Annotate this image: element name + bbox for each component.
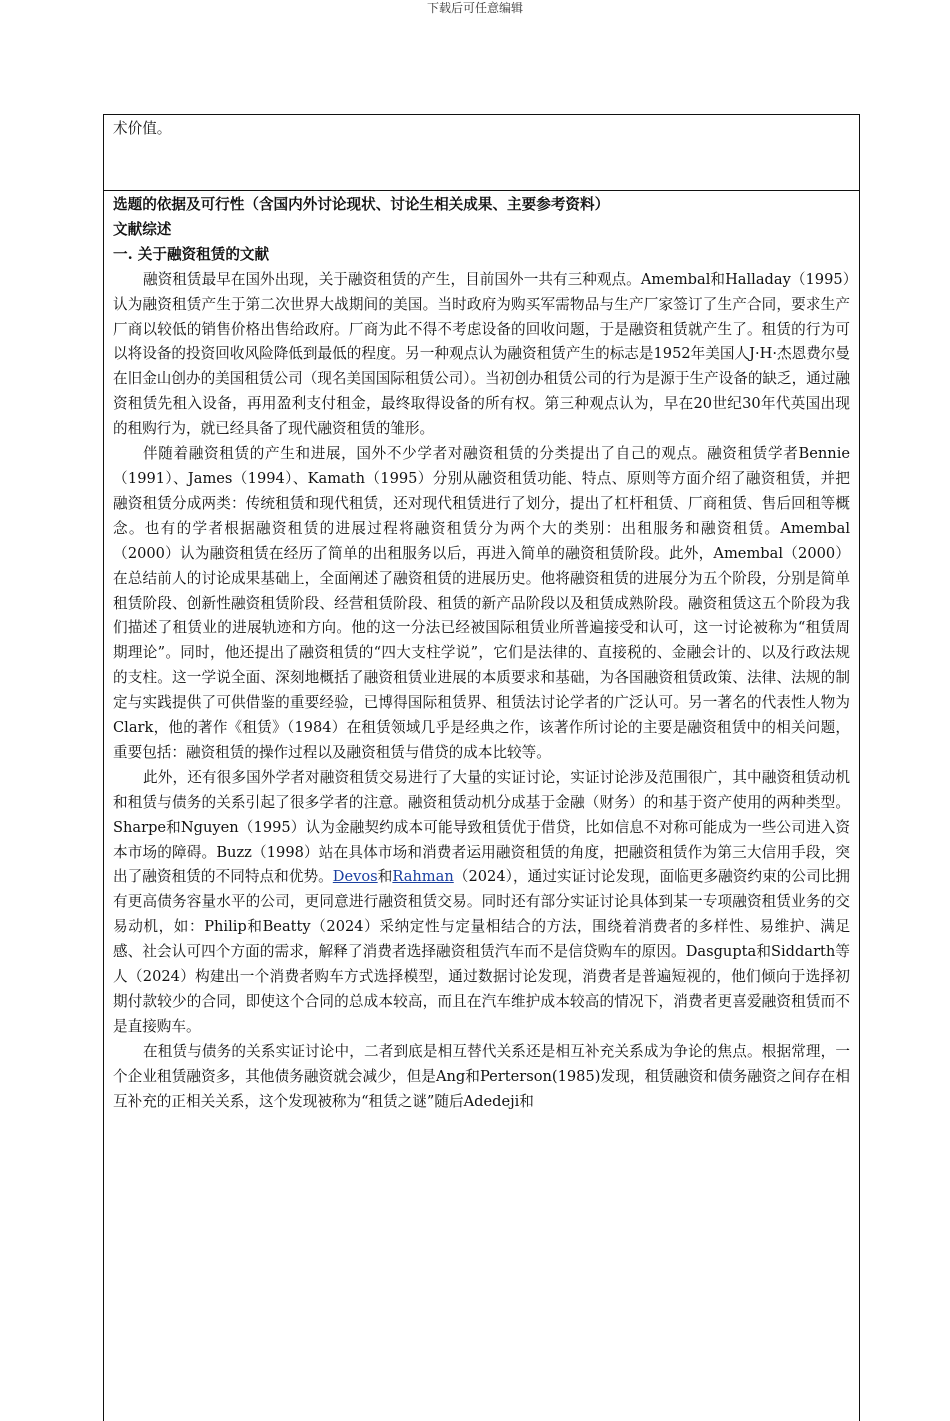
paragraph-4: 在租赁与债务的关系实证讨论中，二者到底是相互替代关系还是相互补充关系成为争论的焦点。根据常理，一个企业租赁融资多，其他债务融资就会减少，但是Ang和Perterson(1985)发现，租赁融资和债务融资之间存在相互补充的正相关关系，这个发现被称为“租赁之谜”随后Adedeji和	[113, 1042, 850, 1110]
link-devos[interactable]: Devos	[332, 868, 378, 886]
heading-1: 一. 关于融资租赁的文献	[113, 245, 270, 263]
subtitle: 文献综述	[113, 220, 172, 238]
link-rahman[interactable]: Rahman	[392, 868, 454, 886]
previous-cell	[104, 115, 859, 191]
previous-cell-text: 术价值。	[113, 120, 172, 137]
paragraph-3-and: 和	[377, 868, 393, 886]
document-table	[103, 114, 860, 1421]
main-cell	[104, 191, 859, 1421]
paragraph-1: 融资租赁最早在国外出现，关于融资租赁的产生，目前国外一共有三种观点。Amembal和Halladay（1995）认为融资租赁产生于第二次世界大战期间的美国。当时政府为购买军需物品与生产厂家签订了生产合同，要求生产厂商以较低的销售价格出售给政府。厂商为此不得不考虑设备的回收问题，于是融资租赁就产生了。租赁的行为可以将设备的投资回收风险降低到最低的程度。另一种观点认为融资租赁产生的标志是1952年美国人J·H·杰恩费尔曼在旧金山创办的美国租赁公司（现名美国国际租赁公司）。当初创办租赁公司的行为是源于生产设备的缺乏，通过融资租赁先租入设备，再用盈利支付租金，最终取得设备的所有权。第三种观点认为，早在20世纪30年代英国出现的租购行为，就已经具备了现代融资租赁的雏形。	[113, 270, 850, 438]
paragraph-2: 伴随着融资租赁的产生和进展，国外不少学者对融资租赁的分类提出了自己的观点。融资租赁学者Bennie（1991）、James（1994）、Kamath（1995）分别从融资租赁功能、特点、原则等方面介绍了融资租赁，并把融资租赁分成两类：传统租赁和现代租赁，还对现代租赁进行了划分，提出了杠杆租赁、厂商租赁、售后回租等概念。也有的学者根据融资租赁的进展过程将融资租赁分为两个大的类别：出租服务和融资租赁。Amembal（2000）认为融资租赁在经历了简单的出租服务以后，再进入简单的融资租赁阶段。此外，Amembal（2000）在总结前人的讨论成果基础上，全面阐述了融资租赁的进展历史。他将融资租赁的进展分为五个阶段，分别是简单租赁阶段、创新性融资租赁阶段、经营租赁阶段、租赁的新产品阶段以及租赁成熟阶段。融资租赁这五个阶段为我们描述了租赁业的进展轨迹和方向。他的这一分法已经被国际租赁业所普遍接受和认可，这一讨论被称为“租赁周期理论”。同时，他还提出了融资租赁的“四大支柱学说”，它们是法律的、直接税的、金融会计的、以及行政法规的支柱。这一学说全面、深刻地概括了融资租赁业进展的本质要求和基础，为各国融资租赁政策、法律、法规的制定与实践提供了可供借鉴的重要经验，已博得国际租赁界、租赁法讨论学者的广泛认可。另一著名的代表性人物为Clark，他的著作《租赁》（1984）在租赁领域几乎是经典之作，该著作所讨论的主要是融资租赁中的相关问题，重要包括：融资租赁的操作过程以及融资租赁与借贷的成本比较等。	[113, 445, 850, 761]
section-title: 选题的依据及可行性（含国内外讨论现状、讨论生相关成果、主要参考资料）	[113, 196, 610, 213]
page-header: 下载后可任意编辑	[426, 1, 523, 15]
paragraph-3	[113, 766, 850, 1040]
paragraph-3-part2: （2024），通过实证讨论发现，面临更多融资约束的公司比拥有更高债务容量水平的公司，更同意进行融资租赁交易。同时还有部分实证讨论具体到某一专项融资租赁业务的交易动机，如：Philip和Beatty（2024）采纳定性与定量相结合的方法，围绕着消费者的多样性、易维护、满足感、社会认可四个方面的需求，解释了消费者选择融资租赁汽车而不是信贷购车的原因。Dasgupta和Siddarth等人（2024）构建出一个消费者购车方式选择模型，通过数据讨论发现，消费者是普遍短视的，他们倾向于选择初期付款较少的合同，即使这个合同的总成本较高，而且在汽车维护成本较高的情况下，消费者更喜爱融资租赁而不是直接购车。	[113, 868, 850, 1035]
paragraph-3-part1: 此外，还有很多国外学者对融资租赁交易进行了大量的实证讨论，实证讨论涉及范围很广，其中融资租赁动机和租赁与债务的关系引起了很多学者的注意。融资租赁动机分成基于金融（财务）的和基于资产使用的两种类型。Sharpe和Nguyen（1995）认为金融契约成本可能导致租赁优于借贷，比如信息不对称可能成为一些公司进入资本市场的障碍。Buzz（1998）站在具体市场和消费者运用融资租赁的角度，把融资租赁作为第三大信用手段，突出了融资租赁的不同特点和优势。	[113, 768, 850, 886]
